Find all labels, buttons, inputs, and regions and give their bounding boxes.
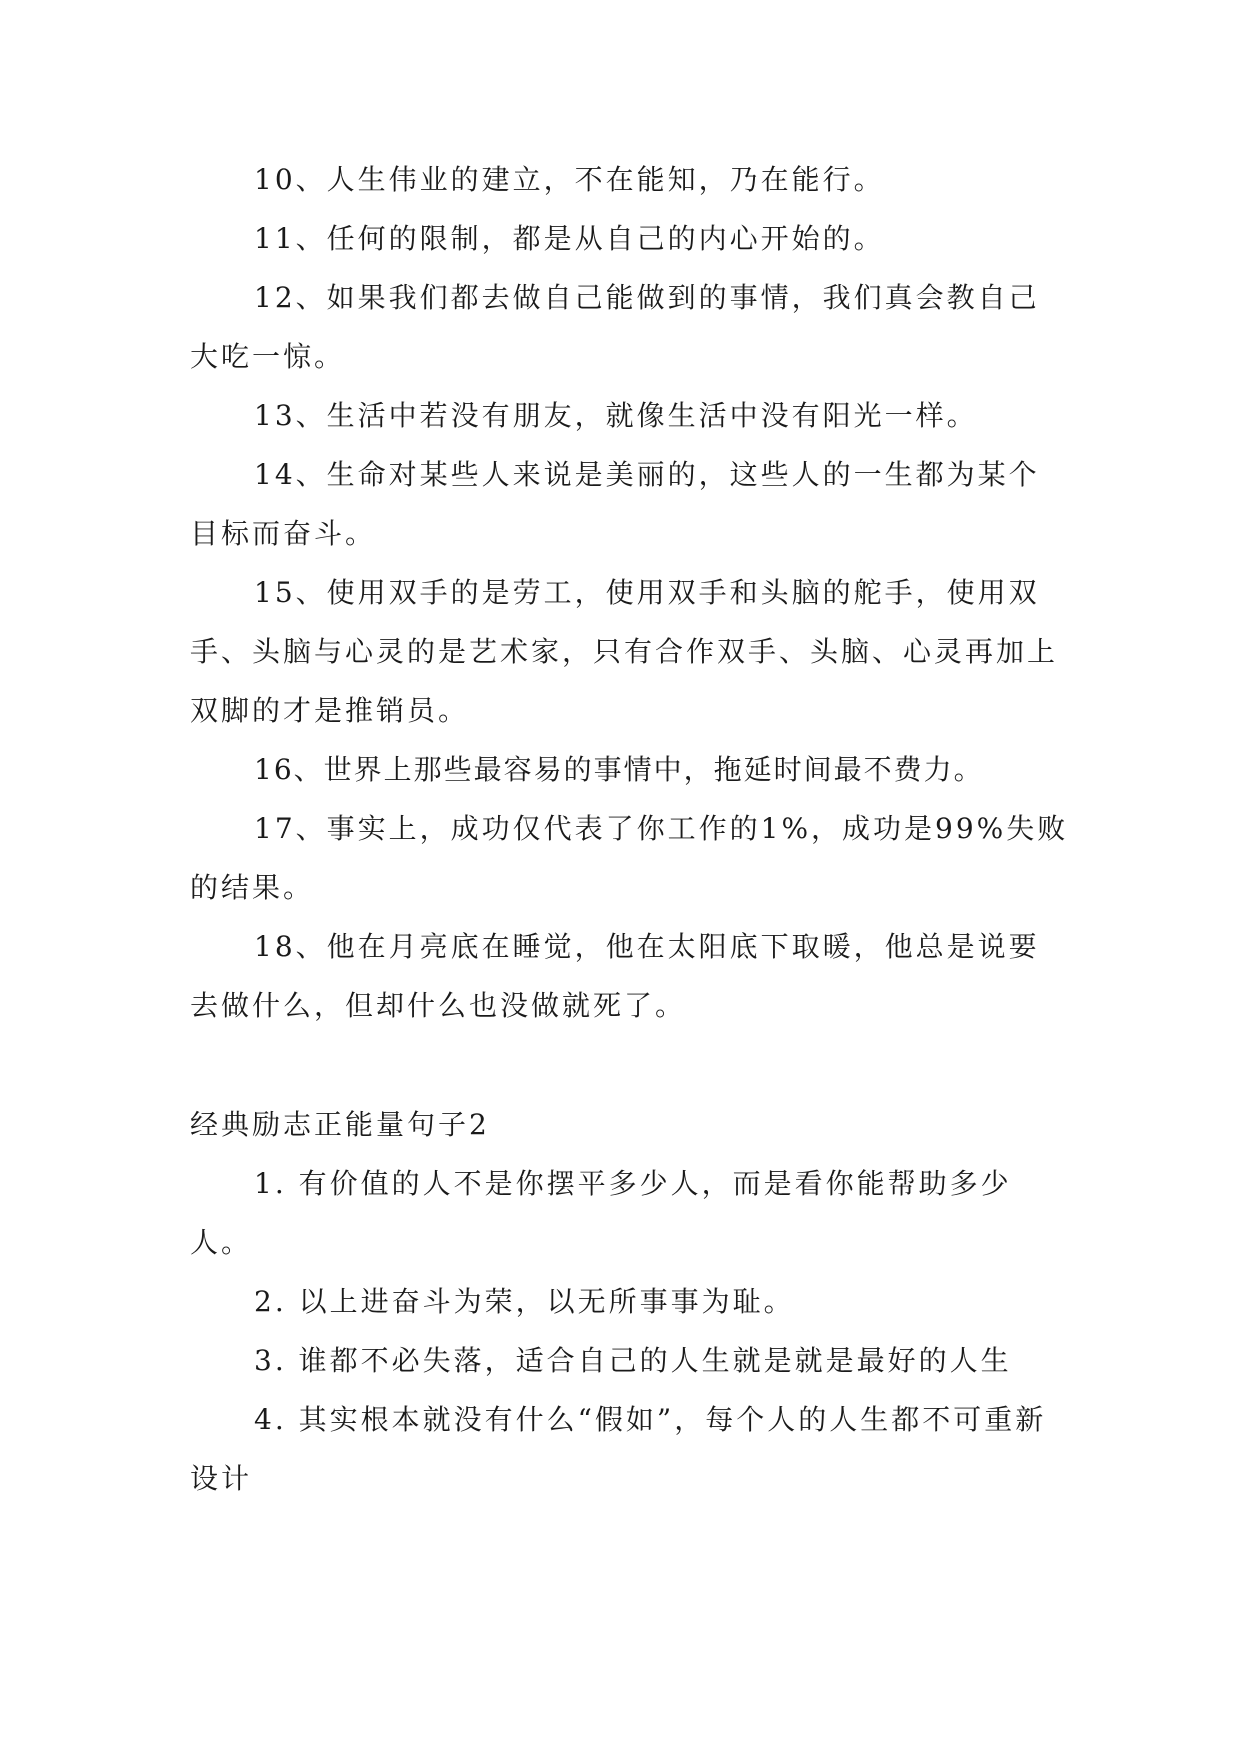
quote-16: 16、世界上那些最容易的事情中，拖延时间最不费力。 bbox=[254, 753, 984, 786]
quote-11: 11、任何的限制，都是从自己的内心开始的。 bbox=[254, 222, 885, 255]
quote-13: 13、生活中若没有朋友，就像生活中没有阳光一样。 bbox=[254, 399, 978, 432]
quote-2-1: 1. 有价值的人不是你摆平多少人，而是看你能帮助多少人。 bbox=[190, 1167, 1012, 1259]
quote-14: 14、生命对某些人来说是美丽的，这些人的一生都为某个目标而奋斗。 bbox=[190, 458, 1040, 550]
section-title: 经典励志正能量句子2 bbox=[190, 1108, 490, 1141]
document-body bbox=[190, 150, 1070, 1508]
quote-15: 15、使用双手的是劳工，使用双手和头脑的舵手，使用双手、头脑与心灵的是艺术家，只有合作双手、头脑、心灵再加上双脚的才是推销员。 bbox=[190, 576, 1059, 727]
quote-17: 17、事实上，成功仅代表了你工作的1%，成功是99%失败的结果。 bbox=[190, 812, 1069, 904]
quote-12: 12、如果我们都去做自己能做到的事情，我们真会教自己大吃一惊。 bbox=[190, 281, 1040, 373]
quote-18: 18、他在月亮底在睡觉，他在太阳底下取暖，他总是说要去做什么，但却什么也没做就死了。 bbox=[190, 930, 1040, 1022]
quote-2-4: 4. 其实根本就没有什么“假如”，每个人的人生都不可重新设计 bbox=[190, 1403, 1047, 1495]
quote-2-2: 2. 以上进奋斗为荣，以无所事事为耻。 bbox=[254, 1285, 795, 1318]
quote-2-3: 3. 谁都不必失落，适合自己的人生就是就是最好的人生 bbox=[254, 1344, 1012, 1377]
quote-10: 10、人生伟业的建立，不在能知，乃在能行。 bbox=[254, 163, 885, 196]
